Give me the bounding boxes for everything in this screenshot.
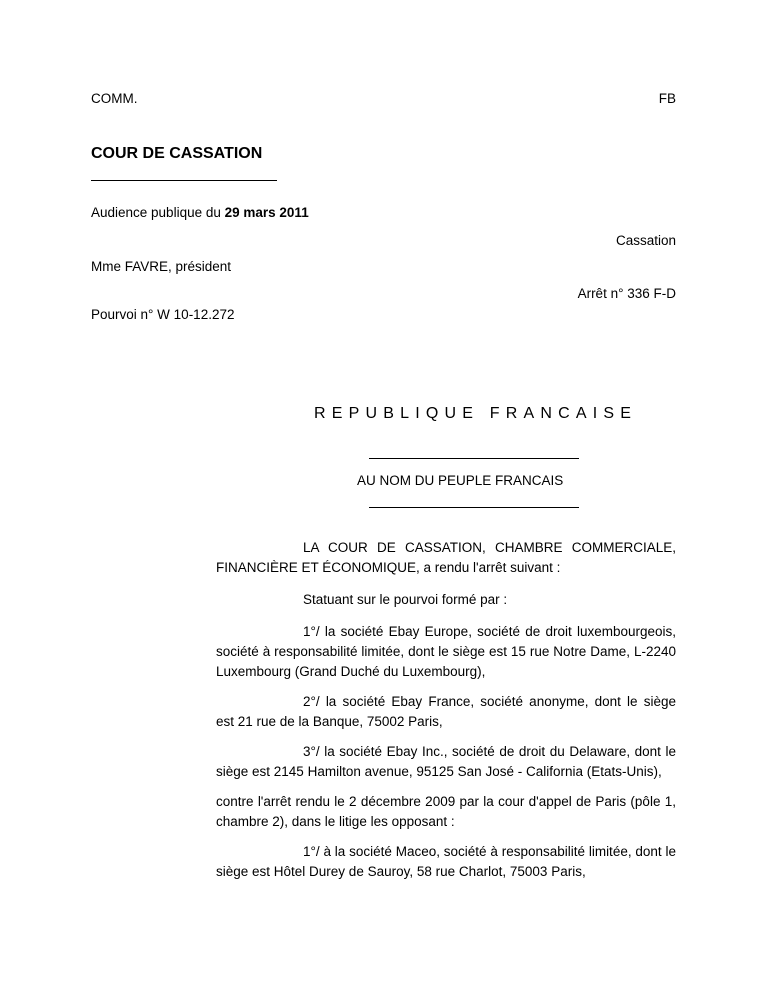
heading-rule-top	[369, 458, 579, 459]
chamber-code: COMM.	[91, 91, 138, 106]
party-paragraph-2: 2°/ la société Ebay France, société anonyme, dont le siège est 21 rue de la Banque, 75002 Paris,	[216, 694, 676, 729]
title-underline	[91, 180, 277, 181]
reporter-code	[600, 91, 676, 106]
contre-paragraph: contre l'arrêt rendu le 2 décembre 2009 par la cour d'appel de Paris (pôle 1, chambre 2), dans le litige les opposant :	[216, 794, 676, 829]
reporter-code-text: FB	[658, 91, 676, 106]
pourvoi-number: Pourvoi n° W 10-12.272	[91, 307, 235, 322]
intro-paragraph: LA COUR DE CASSATION, CHAMBRE COMMERCIALE, FINANCIÈRE ET ÉCONOMIQUE, a rendu l'arrêt suivant :	[216, 540, 676, 575]
president: Mme FAVRE, président	[91, 259, 232, 274]
republique-heading: REPUBLIQUE FRANCAISE	[314, 405, 638, 422]
party-paragraph-3: 3°/ la société Ebay Inc., société de droit du Delaware, dont le siège est 2145 Hamilton avenue, 95125 San José - California (Etats-Unis),	[216, 744, 676, 779]
statuant-paragraph: Statuant sur le pourvoi formé par :	[303, 592, 508, 607]
hearing-date: 29 mars 2011	[224, 205, 309, 220]
peuple-heading: AU NOM DU PEUPLE FRANCAIS	[357, 473, 564, 488]
hearing-label: Audience publique du	[91, 205, 221, 220]
heading-rule-bottom	[369, 507, 579, 508]
decision-outcome: Cassation	[615, 233, 676, 248]
arret-block	[500, 286, 676, 301]
arret-number: Arrêt n° 336 F-D	[577, 286, 676, 301]
outcome-block	[500, 233, 676, 248]
hearing-line	[91, 205, 309, 220]
court-title: COUR DE CASSATION	[91, 145, 263, 162]
party-paragraph-1: 1°/ la société Ebay Europe, société de droit luxembourgeois, société à responsabilité limitée, dont le siège est 15 rue Notre Dame, L-2240 Luxembourg (Grand Duché du Luxembourg),	[216, 624, 676, 679]
opponent-paragraph-1: 1°/ à la société Maceo, société à responsabilité limitée, dont le siège est Hôtel Durey de Sauroy, 58 rue Charlot, 75003 Paris,	[216, 844, 676, 879]
